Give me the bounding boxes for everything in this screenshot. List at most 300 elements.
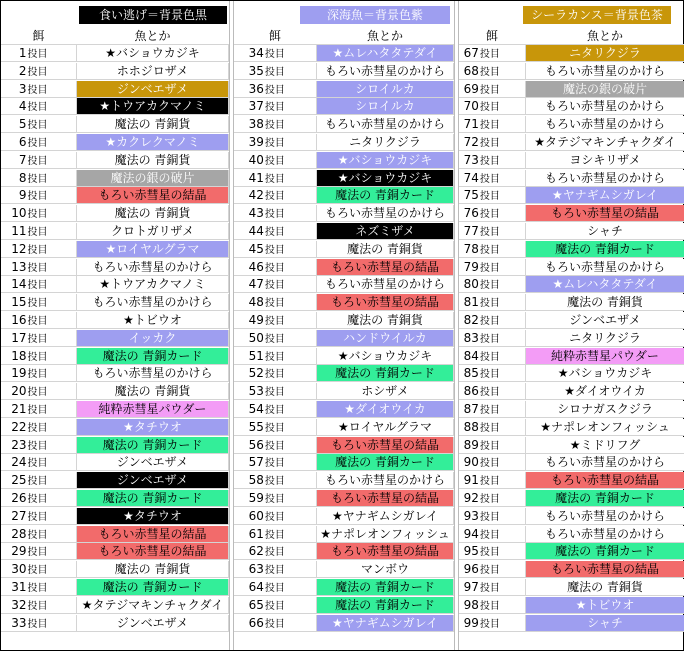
catch-item-cell[interactable]: もろい赤彗星の結晶 — [76, 543, 229, 560]
table-row[interactable] — [234, 526, 454, 543]
cast-number-cell[interactable] — [234, 579, 316, 596]
cast-number-cell[interactable] — [459, 472, 525, 489]
cast-number-cell[interactable] — [1, 348, 76, 365]
cast-number-cell[interactable] — [459, 312, 525, 329]
catch-item-cell[interactable]: ★タテジマキンチャクダイ — [76, 597, 229, 614]
cast-number-cell[interactable] — [234, 597, 316, 614]
cast-number-cell[interactable] — [234, 437, 316, 454]
catch-item-cell[interactable]: もろい赤彗星の結晶 — [316, 294, 454, 311]
catch-item-cell[interactable]: ハンドウイルカ — [316, 330, 454, 347]
table-row[interactable] — [459, 63, 684, 80]
catch-item-cell[interactable]: もろい赤彗星のかけら — [316, 205, 454, 222]
table-row[interactable] — [1, 276, 229, 293]
cast-number-cell[interactable] — [459, 348, 525, 365]
cast-number-cell[interactable] — [234, 259, 316, 276]
table-row[interactable] — [234, 348, 454, 365]
table-row[interactable] — [1, 419, 229, 436]
table-row[interactable] — [459, 615, 684, 632]
table-row[interactable] — [1, 223, 229, 240]
table-row[interactable] — [459, 543, 684, 560]
catch-item-cell[interactable]: ★バショウカジキ — [316, 348, 454, 365]
cast-number-cell[interactable] — [1, 597, 76, 614]
cast-number-cell[interactable] — [234, 330, 316, 347]
catch-item-cell[interactable]: もろい赤彗星のかけら — [525, 526, 684, 543]
cast-number-cell[interactable] — [234, 276, 316, 293]
cast-suffix: 投目 — [479, 262, 500, 274]
catch-item-cell[interactable]: もろい赤彗星の結晶 — [316, 437, 454, 454]
table-row[interactable] — [459, 45, 684, 62]
cast-number-cell[interactable] — [1, 561, 76, 578]
catch-item-cell[interactable]: 魔法の 青銅貨 — [525, 579, 684, 596]
cast-number-cell[interactable] — [1, 401, 76, 418]
catch-item-cell[interactable]: ★トビウオ — [76, 312, 229, 329]
catch-item-cell[interactable]: ジンベエザメ — [525, 312, 684, 329]
cast-number-cell[interactable] — [1, 312, 76, 329]
table-row[interactable] — [1, 205, 229, 222]
cast-number-cell[interactable] — [234, 45, 316, 62]
table-row[interactable] — [1, 312, 229, 329]
catch-item-cell[interactable]: もろい赤彗星のかけら — [316, 63, 454, 80]
table-row[interactable] — [234, 116, 454, 133]
table-row[interactable] — [1, 508, 229, 525]
table-row[interactable] — [1, 526, 229, 543]
cast-number-cell[interactable] — [234, 615, 316, 632]
table-row[interactable] — [1, 294, 229, 311]
cast-number-cell[interactable] — [459, 152, 525, 169]
catch-item-cell[interactable]: もろい赤彗星の結晶 — [76, 526, 229, 543]
cast-number-cell[interactable] — [459, 543, 525, 560]
cast-number-cell[interactable] — [1, 472, 76, 489]
catch-item-cell[interactable]: ジンベエザメ — [76, 454, 229, 471]
table-row[interactable] — [234, 187, 454, 204]
catch-item-cell[interactable]: 魔法の 青銅カード — [76, 348, 229, 365]
cast-number-cell[interactable] — [459, 98, 525, 115]
cast-number-cell[interactable] — [459, 490, 525, 507]
cast-number-cell[interactable] — [459, 81, 525, 98]
catch-item-cell[interactable]: ジンベエザメ — [76, 615, 229, 632]
catch-item-cell[interactable]: ★タチウオ — [76, 508, 229, 525]
catch-item-cell[interactable]: ジンベエザメ — [76, 81, 229, 98]
table-row[interactable] — [459, 170, 684, 187]
catch-item-cell[interactable]: ホホジロザメ — [76, 63, 229, 80]
catch-item-cell[interactable]: 魔法の 青銅貨 — [76, 205, 229, 222]
cast-number-cell[interactable] — [1, 134, 76, 151]
catch-item-cell[interactable]: シロイルカ — [316, 98, 454, 115]
cast-number-cell[interactable] — [1, 241, 76, 258]
table-row[interactable] — [234, 205, 454, 222]
table-row[interactable] — [234, 45, 454, 62]
cast-number-cell[interactable] — [1, 490, 76, 507]
catch-item-cell[interactable]: 魔法の 青銅貨 — [76, 152, 229, 169]
table-row[interactable] — [1, 615, 229, 632]
table-row[interactable] — [459, 223, 684, 240]
cast-number-cell[interactable] — [459, 579, 525, 596]
table-row[interactable] — [459, 401, 684, 418]
table-row[interactable] — [1, 579, 229, 596]
table-row[interactable] — [234, 597, 454, 614]
cast-number-cell[interactable] — [234, 365, 316, 382]
table-row[interactable] — [234, 63, 454, 80]
cast-number-cell[interactable] — [1, 116, 76, 133]
table-row[interactable] — [1, 152, 229, 169]
catch-item-cell[interactable]: ★バショウカジキ — [316, 152, 454, 169]
table-row[interactable] — [234, 561, 454, 578]
catch-item-cell[interactable]: ★ヤナギムシガレイ — [316, 508, 454, 525]
table-row[interactable] — [459, 579, 684, 596]
table-row[interactable] — [459, 241, 684, 258]
table-row[interactable] — [459, 348, 684, 365]
catch-item-cell[interactable]: ★バショウカジキ — [525, 365, 684, 382]
catch-item-cell[interactable]: ホシザメ — [316, 383, 454, 400]
cast-number-cell[interactable] — [234, 419, 316, 436]
table-row[interactable] — [234, 98, 454, 115]
cast-number-cell[interactable] — [234, 561, 316, 578]
cast-number-cell[interactable] — [1, 508, 76, 525]
catch-item-cell[interactable]: 魔法の 青銅カード — [525, 241, 684, 258]
catch-item-cell[interactable]: ネズミザメ — [316, 223, 454, 240]
cast-number-cell[interactable] — [459, 259, 525, 276]
table-row[interactable] — [459, 294, 684, 311]
catch-item-cell[interactable]: ヨシキリザメ — [525, 152, 684, 169]
catch-item-cell[interactable]: もろい赤彗星のかけら — [316, 472, 454, 489]
table-row[interactable] — [1, 98, 229, 115]
cast-number-cell[interactable] — [234, 170, 316, 187]
table-row[interactable] — [234, 330, 454, 347]
catch-item-cell[interactable]: ★トウアカクマノミ — [76, 98, 229, 115]
table-row[interactable] — [234, 383, 454, 400]
catch-item-cell[interactable]: 魔法の 青銅カード — [76, 490, 229, 507]
catch-item-cell[interactable]: 魔法の 青銅カード — [316, 365, 454, 382]
catch-item-cell[interactable]: 魔法の 青銅貨 — [76, 383, 229, 400]
table-row[interactable] — [234, 241, 454, 258]
table-row[interactable] — [1, 330, 229, 347]
catch-item-cell[interactable]: もろい赤彗星のかけら — [316, 276, 454, 293]
cast-number-cell[interactable] — [459, 454, 525, 471]
cast-number-cell[interactable] — [1, 276, 76, 293]
cast-number-cell[interactable] — [1, 259, 76, 276]
catch-item-cell[interactable]: ★トウアカクマノミ — [76, 276, 229, 293]
catch-item-cell[interactable]: シャチ — [525, 615, 684, 632]
cast-number-cell[interactable] — [1, 437, 76, 454]
table-row[interactable] — [234, 365, 454, 382]
catch-item-cell[interactable]: ★タテジマキンチャクダイ — [525, 134, 684, 151]
catch-item-cell[interactable]: ★ムレハタタテダイ — [316, 45, 454, 62]
catch-item-cell[interactable]: もろい赤彗星の結晶 — [316, 259, 454, 276]
catch-item-cell[interactable]: ★カクレクマノミ — [76, 134, 229, 151]
catch-item-cell[interactable]: 魔法の 青銅カード — [525, 543, 684, 560]
cast-number-cell[interactable] — [1, 98, 76, 115]
cast-number-cell[interactable] — [459, 615, 525, 632]
table-row[interactable] — [1, 187, 229, 204]
cast-number-cell[interactable] — [459, 116, 525, 133]
table-row[interactable] — [459, 383, 684, 400]
cast-number-cell[interactable] — [234, 98, 316, 115]
catch-item-cell[interactable]: ニタリクジラ — [525, 330, 684, 347]
table-row[interactable] — [1, 401, 229, 418]
cast-number-cell[interactable] — [234, 294, 316, 311]
table-row[interactable] — [1, 437, 229, 454]
catch-item-cell[interactable]: ★ダイオウイカ — [316, 401, 454, 418]
catch-item-cell[interactable]: もろい赤彗星のかけら — [525, 98, 684, 115]
table-row[interactable] — [234, 543, 454, 560]
table-row[interactable] — [234, 294, 454, 311]
table-row[interactable] — [459, 508, 684, 525]
table-row[interactable] — [234, 615, 454, 632]
catch-item-cell[interactable]: ★ナポレオンフィッシュ — [525, 419, 684, 436]
cast-number-cell[interactable] — [234, 490, 316, 507]
cast-number-cell[interactable] — [234, 134, 316, 151]
table-row[interactable] — [234, 81, 454, 98]
catch-item-cell[interactable]: 魔法の 青銅貨 — [76, 116, 229, 133]
cast-number-cell[interactable] — [1, 294, 76, 311]
catch-item-cell[interactable]: ★ヤナギムシガレイ — [525, 187, 684, 204]
table-row[interactable] — [1, 134, 229, 151]
cast-number-cell[interactable] — [1, 152, 76, 169]
catch-item-cell[interactable]: 魔法の 青銅貨 — [316, 241, 454, 258]
cast-number-cell[interactable] — [1, 81, 76, 98]
table-row[interactable] — [1, 365, 229, 382]
catch-item-cell[interactable]: ニタリクジラ — [316, 134, 454, 151]
catch-item-cell[interactable]: ★ヤナギムシガレイ — [316, 615, 454, 632]
catch-item-cell[interactable]: シャチ — [525, 223, 684, 240]
table-row[interactable] — [459, 330, 684, 347]
table-row[interactable] — [1, 116, 229, 133]
table-row[interactable] — [1, 597, 229, 614]
catch-item-cell[interactable]: もろい赤彗星のかけら — [525, 454, 684, 471]
cast-number-cell[interactable] — [459, 45, 525, 62]
header-bait: 餌 — [32, 29, 45, 43]
cast-number-cell[interactable] — [459, 223, 525, 240]
cast-number-cell[interactable] — [234, 241, 316, 258]
table-row[interactable] — [459, 116, 684, 133]
catch-item-cell[interactable]: もろい赤彗星のかけら — [525, 170, 684, 187]
cast-number-cell[interactable] — [1, 365, 76, 382]
table-row[interactable] — [1, 383, 229, 400]
cast-number-cell[interactable] — [234, 187, 316, 204]
catch-item-cell[interactable]: もろい赤彗星のかけら — [525, 63, 684, 80]
catch-item-cell[interactable]: 魔法の 青銅カード — [316, 454, 454, 471]
cast-number-cell[interactable] — [1, 170, 76, 187]
cast-number-cell[interactable] — [459, 294, 525, 311]
cast-number-cell[interactable] — [459, 401, 525, 418]
table-row[interactable] — [234, 152, 454, 169]
cast-number-cell[interactable] — [234, 472, 316, 489]
table-row[interactable] — [459, 259, 684, 276]
table-row[interactable] — [459, 312, 684, 329]
catch-item-cell[interactable]: もろい赤彗星の結晶 — [316, 490, 454, 507]
catch-item-cell[interactable]: もろい赤彗星の結晶 — [525, 472, 684, 489]
table-row[interactable] — [234, 223, 454, 240]
table-row[interactable] — [1, 45, 229, 62]
catch-item-cell[interactable]: もろい赤彗星のかけら — [76, 259, 229, 276]
cast-number-cell[interactable] — [1, 330, 76, 347]
catch-item-cell[interactable]: 純粋赤彗星パウダー — [525, 348, 684, 365]
cast-number-cell[interactable] — [1, 45, 76, 62]
cast-number-cell[interactable] — [234, 383, 316, 400]
table-row[interactable] — [1, 490, 229, 507]
cast-number-cell[interactable] — [234, 223, 316, 240]
catch-item-cell[interactable]: ★タチウオ — [76, 419, 229, 436]
cast-number-cell[interactable] — [234, 205, 316, 222]
cast-number-cell[interactable] — [459, 561, 525, 578]
catch-item-cell[interactable]: ★ミドリフグ — [525, 437, 684, 454]
catch-item-cell[interactable]: ★トビウオ — [525, 597, 684, 614]
cast-number-cell[interactable] — [459, 63, 525, 80]
table-row[interactable] — [234, 419, 454, 436]
cast-number-cell[interactable] — [459, 597, 525, 614]
cast-number-cell[interactable] — [459, 170, 525, 187]
table-row[interactable] — [1, 259, 229, 276]
cast-number-cell[interactable] — [234, 526, 316, 543]
table-row[interactable] — [459, 152, 684, 169]
cast-number-cell[interactable] — [234, 508, 316, 525]
catch-item-cell[interactable]: 魔法の 青銅カード — [316, 187, 454, 204]
cast-number-cell[interactable] — [234, 312, 316, 329]
table-row[interactable] — [459, 490, 684, 507]
catch-item-cell[interactable]: 魔法の 青銅カード — [76, 579, 229, 596]
table-row[interactable] — [234, 401, 454, 418]
catch-item-cell[interactable]: 魔法の銀の破片 — [525, 81, 684, 98]
catch-item-cell[interactable]: もろい赤彗星の結晶 — [76, 187, 229, 204]
table-row[interactable] — [234, 312, 454, 329]
catch-item-cell[interactable]: 魔法の 青銅カード — [316, 597, 454, 614]
catch-item-cell[interactable]: シロナガスクジラ — [525, 401, 684, 418]
cast-number-cell[interactable] — [234, 116, 316, 133]
table-row[interactable] — [459, 472, 684, 489]
table-row[interactable] — [234, 454, 454, 471]
catch-item-cell[interactable]: もろい赤彗星の結晶 — [316, 543, 454, 560]
cast-number-cell[interactable] — [1, 526, 76, 543]
cast-number-cell[interactable] — [234, 81, 316, 98]
cast-number-cell[interactable] — [1, 615, 76, 632]
cast-number-cell[interactable] — [459, 205, 525, 222]
cast-number-cell[interactable] — [234, 63, 316, 80]
cast-number-cell[interactable] — [1, 205, 76, 222]
catch-item-cell[interactable]: ジンベエザメ — [76, 472, 229, 489]
catch-item-cell[interactable]: もろい赤彗星のかけら — [525, 116, 684, 133]
catch-item-cell[interactable]: もろい赤彗星のかけら — [316, 116, 454, 133]
table-row[interactable] — [459, 205, 684, 222]
catch-item-cell[interactable]: マンボウ — [316, 561, 454, 578]
catch-item-cell[interactable]: ★バショウカジキ — [76, 45, 229, 62]
cast-number-cell[interactable] — [1, 543, 76, 560]
catch-item-cell[interactable]: もろい赤彗星のかけら — [525, 508, 684, 525]
catch-item-cell[interactable]: 魔法の 青銅カード — [525, 490, 684, 507]
catch-item-cell[interactable]: ニタリクジラ — [525, 45, 684, 62]
catch-item-cell[interactable]: ★ムレハタタテダイ — [525, 276, 684, 293]
table-row[interactable] — [459, 187, 684, 204]
cast-number-cell[interactable] — [1, 419, 76, 436]
table-row[interactable] — [234, 437, 454, 454]
table-row[interactable] — [459, 597, 684, 614]
cast-number-cell[interactable] — [1, 223, 76, 240]
catch-item-cell[interactable]: もろい赤彗星のかけら — [525, 259, 684, 276]
table-row[interactable] — [234, 276, 454, 293]
cast-number-cell[interactable] — [459, 134, 525, 151]
catch-item-cell[interactable]: もろい赤彗星の結晶 — [525, 205, 684, 222]
catch-item-cell[interactable]: 純粋赤彗星パウダー — [76, 401, 229, 418]
catch-item-cell[interactable]: ★ダイオウイカ — [525, 383, 684, 400]
catch-item-cell[interactable]: 魔法の 青銅カード — [76, 437, 229, 454]
table-row[interactable] — [459, 134, 684, 151]
table-row[interactable] — [234, 472, 454, 489]
cast-number-cell[interactable] — [234, 543, 316, 560]
catch-item-cell[interactable]: 魔法の 青銅貨 — [525, 294, 684, 311]
catch-item-cell[interactable]: ★ナポレオンフィッシュ — [316, 526, 454, 543]
cast-number-cell[interactable] — [459, 241, 525, 258]
table-row[interactable] — [459, 526, 684, 543]
table-row[interactable] — [1, 561, 229, 578]
cast-number-cell[interactable] — [234, 348, 316, 365]
cast-number-cell[interactable] — [234, 454, 316, 471]
table-row[interactable] — [459, 276, 684, 293]
table-row[interactable] — [234, 579, 454, 596]
table-row[interactable] — [459, 81, 684, 98]
catch-item-cell[interactable]: もろい赤彗星の結晶 — [525, 561, 684, 578]
catch-item-cell[interactable]: 魔法の銀の破片 — [76, 170, 229, 187]
cast-number-cell[interactable] — [459, 276, 525, 293]
table-row[interactable] — [459, 419, 684, 436]
table-row[interactable] — [1, 472, 229, 489]
table-row[interactable] — [234, 259, 454, 276]
cast-number-cell[interactable] — [459, 437, 525, 454]
catch-item-cell[interactable]: イッカク — [76, 330, 229, 347]
table-row[interactable] — [459, 365, 684, 382]
catch-item-cell[interactable]: クロトガリザメ — [76, 223, 229, 240]
cast-number-cell[interactable] — [459, 383, 525, 400]
cast-number-cell[interactable] — [1, 63, 76, 80]
table-row[interactable] — [459, 561, 684, 578]
table-row[interactable] — [234, 134, 454, 151]
catch-item-cell[interactable]: もろい赤彗星のかけら — [76, 294, 229, 311]
catch-item-cell[interactable]: ★ロイヤルグラマ — [316, 419, 454, 436]
table-row[interactable] — [459, 454, 684, 471]
table-row[interactable] — [1, 81, 229, 98]
cast-number-cell[interactable] — [1, 579, 76, 596]
catch-item-cell[interactable]: ★バショウカジキ — [316, 170, 454, 187]
table-row[interactable] — [459, 437, 684, 454]
table-row[interactable] — [459, 98, 684, 115]
table-row[interactable] — [234, 490, 454, 507]
table-row[interactable] — [234, 170, 454, 187]
cast-number-cell[interactable] — [459, 187, 525, 204]
catch-item-cell[interactable]: 魔法の 青銅貨 — [316, 312, 454, 329]
table-row[interactable] — [1, 170, 229, 187]
cast-number-cell[interactable] — [459, 526, 525, 543]
cast-number-cell[interactable] — [459, 508, 525, 525]
table-row[interactable] — [1, 348, 229, 365]
catch-item-cell[interactable]: 魔法の 青銅貨 — [76, 561, 229, 578]
table-row[interactable] — [1, 543, 229, 560]
cast-number-cell[interactable] — [234, 152, 316, 169]
table-row[interactable] — [234, 508, 454, 525]
cast-number-cell[interactable] — [459, 365, 525, 382]
catch-item-cell[interactable]: もろい赤彗星のかけら — [76, 365, 229, 382]
cast-number-cell[interactable] — [1, 187, 76, 204]
table-row[interactable] — [1, 454, 229, 471]
table-row[interactable] — [1, 63, 229, 80]
cast-number-cell[interactable] — [1, 383, 76, 400]
cast-number-cell[interactable] — [459, 330, 525, 347]
cast-number-cell[interactable] — [459, 419, 525, 436]
cast-number-cell[interactable] — [234, 401, 316, 418]
cast-number-cell[interactable] — [1, 454, 76, 471]
catch-item-cell[interactable]: ★ロイヤルグラマ — [76, 241, 229, 258]
table-row[interactable] — [1, 241, 229, 258]
cast-suffix: 投目 — [27, 102, 48, 114]
catch-item-cell[interactable]: シロイルカ — [316, 81, 454, 98]
catch-item-cell[interactable]: 魔法の 青銅カード — [316, 579, 454, 596]
